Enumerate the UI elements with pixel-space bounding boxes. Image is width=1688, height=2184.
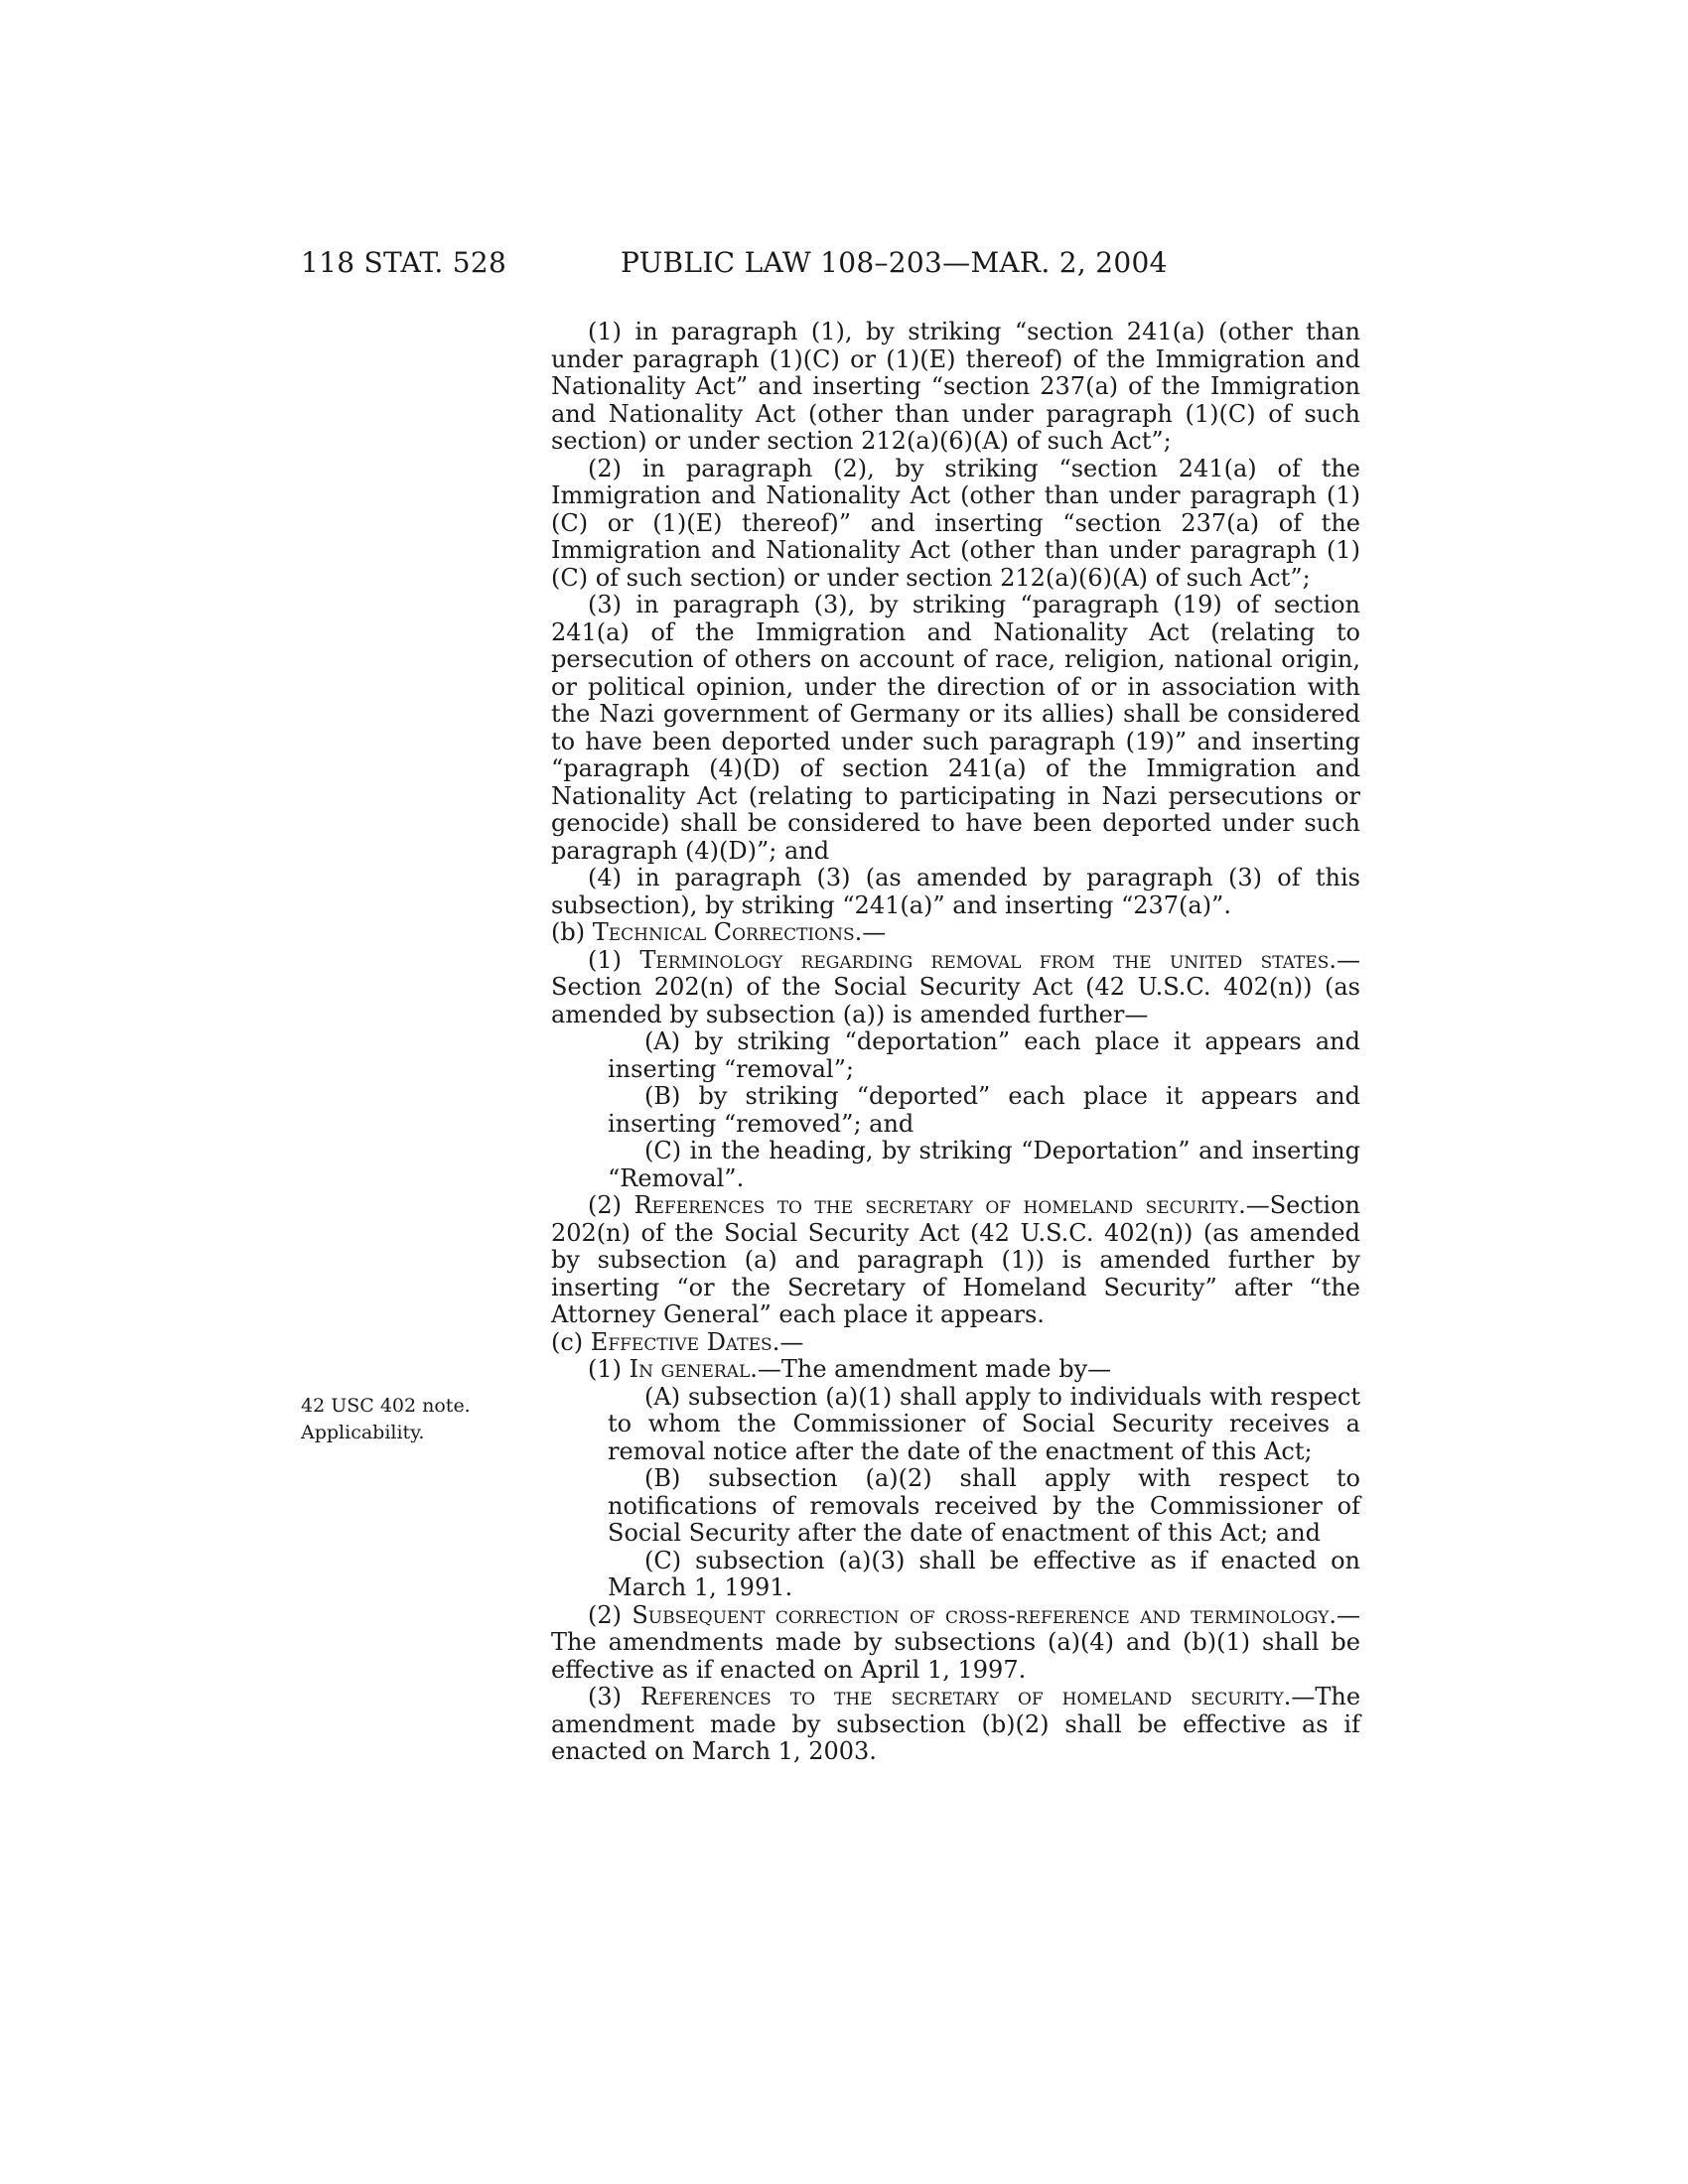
subparagraph-c1c: (C) subsection (a)(3) shall be effective as if enacted on March 1, 1991.: [608, 1546, 1360, 1601]
document-body: [551, 319, 1360, 1766]
subparagraph-b1b: (B) by striking “deported” each place it appears and inserting “removed”; and: [608, 1082, 1360, 1138]
paragraph-a3: (3) in paragraph (3), by striking “paragraph (19) of section 241(a) of the Immigration and Nationality Act (relating to persecution of others on account of race, religion, national origin, or political opinion, under the direction of or in association with the Nazi government of Germany or its allies) shall be considered to have been deported under such paragraph (19)” and inserting “paragraph (4)(D) of section 241(a) of the Immigration and Nationality Act (relating to participating in Nazi persecutions or genocide) shall be considered to have been deported under such paragraph (4)(D)”; and: [551, 591, 1360, 865]
subparagraph-c1b: (B) subsection (a)(2) shall apply with respect to notifications of removals received by the Commissioner of Social Security after the date of enactment of this Act; and: [608, 1464, 1360, 1547]
margin-notes: [301, 1393, 509, 1446]
paragraph-c3: (3) References to the secretary of homeland security.—The amendment made by subsection (b)(2) shall be effective as if enacted on March 1, 2003.: [551, 1683, 1361, 1765]
paragraph-b1: (1) Terminology regarding removal from the united states.—Section 202(n) of the Social Security Act (42 U.S.C. 402(n)) (as amended by subsection (a)) is amended further—: [551, 945, 1361, 1028]
statute-page-number: 118 STAT. 528: [301, 246, 507, 279]
public-law-title: PUBLIC LAW 108–203—MAR. 2, 2004: [621, 246, 1168, 279]
paragraph-a4: (4) in paragraph (3) (as amended by paragraph (3) of this subsection), by striking “241(a)” and inserting “237(a)”.: [551, 864, 1360, 919]
margin-note-applicability: Applicability.: [301, 1422, 425, 1443]
paragraph-c1: (1) In general.—The amendment made by—: [588, 1355, 1112, 1383]
paragraph-c2: (2) Subsequent correction of cross-reference and terminology.—The amendments made by subsections (a)(4) and (b)(1) shall be effective as if enacted on April 1, 1997.: [551, 1600, 1361, 1684]
paragraph-a1: (1) in paragraph (1), by striking “section 241(a) (other than under paragraph (1)(C) or (1)(E) thereof) of the Immigration and Nationality Act” and inserting “section 237(a) of the Immigration and Nationality Act (other than under paragraph (1)(C) of such section) or under section 212(a)(6)(A) of such Act”;: [551, 318, 1360, 455]
subsection-b-heading: (b) Technical Corrections.—: [551, 918, 887, 946]
paragraph-a2: (2) in paragraph (2), by striking “section 241(a) of the Immigration and Nationality Act (other than under paragraph (1)(C) or (1)(E) thereof)” and inserting “section 237(a) of the Immigration and Nationality Act (other than under paragraph (1)(C) of such section) or under section 212(a)(6)(A) of such Act”;: [551, 454, 1360, 592]
paragraph-b2: (2) References to the secretary of homeland security.—Section 202(n) of the Social Security Act (42 U.S.C. 402(n)) (as amended by subsection (a) and paragraph (1)) is amended further by inserting “or the Secretary of Homeland Security” after “the Attorney General” each place it appears.: [551, 1191, 1361, 1328]
subparagraph-c1a: (A) subsection (a)(1) shall apply to individuals with respect to whom the Commissioner of Social Security receives a removal notice after the date of the enactment of this Act;: [608, 1382, 1360, 1465]
subparagraph-b1a: (A) by striking “deportation” each place it appears and inserting “removal”;: [608, 1027, 1360, 1083]
subparagraph-b1c: (C) in the heading, by striking “Deportation” and inserting “Removal”.: [608, 1137, 1360, 1192]
subsection-c-heading: (c) Effective Dates.—: [551, 1327, 804, 1356]
page-header: [0, 246, 1688, 286]
margin-note-usc: 42 USC 402 note.: [301, 1395, 471, 1417]
